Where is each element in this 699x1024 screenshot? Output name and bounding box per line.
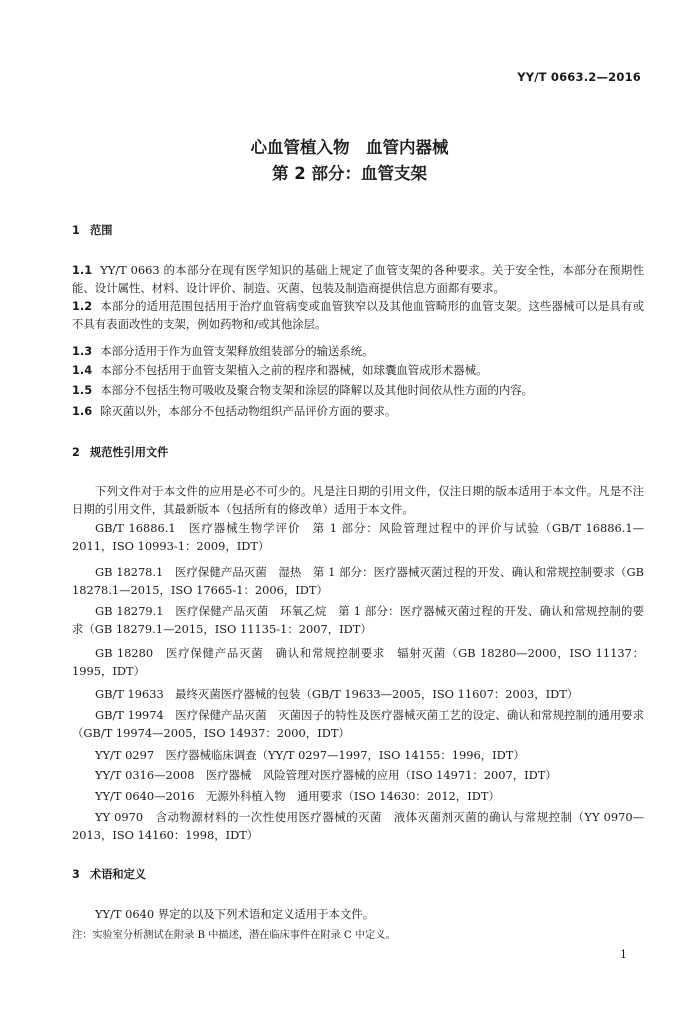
clause-number: 1.2 — [72, 299, 93, 313]
document-title-line2: 第 2 部分：血管支架 — [272, 164, 427, 183]
normative-reference: GB 18279.1 医疗保健产品灭菌 环氧乙烷 第 1 部分：医疗器械灭菌过程的开发、确认和常规控制的要求（GB 18279.1—2015，ISO 11135-1：2007，IDT） — [72, 604, 644, 636]
section-number: 2 — [72, 446, 80, 459]
section-number: 3 — [72, 868, 80, 881]
section-title: 范围 — [90, 224, 113, 237]
section-3-heading — [72, 866, 644, 884]
clause-text: 本部分适用于作为血管支架释放组装部分的输送系统。 — [100, 344, 374, 358]
clause-number: 1.4 — [72, 363, 93, 377]
normative-reference: GB/T 19974 医疗保健产品灭菌 灭菌因子的特性及医疗器械灭菌工艺的设定、确认和常规控制的通用要求（GB/T 19974—2005，ISO 14937：2000，IDT） — [72, 708, 644, 740]
clause-1-4 — [72, 361, 644, 379]
normative-reference: GB 18280 医疗保健产品灭菌 确认和常规控制要求 辐射灭菌（GB 18280—2000，ISO 11137：1995，IDT） — [72, 646, 644, 678]
normative-reference: YY/T 0297 医疗器械临床调查（YY/T 0297—1997，ISO 14155：1996，IDT） — [95, 748, 525, 762]
clause-number: 1.6 — [72, 404, 93, 418]
clause-1-6 — [72, 402, 644, 420]
clause-text: 本部分不包括生物可吸收及聚合物支架和涂层的降解以及其他时间依从性方面的内容。 — [100, 383, 534, 397]
section-2-intro: 下列文件对于本文件的应用是必不可少的。凡是注日期的引用文件，仅注日期的版本适用于本文件。凡是不注日期的引用文件，其最新版本（包括所有的修改单）适用于本文件。 — [72, 484, 644, 516]
page-number: 1 — [620, 948, 627, 961]
clause-text: 本部分不包括用于血管支架植入之前的程序和器械，如球囊血管成形术器械。 — [100, 363, 488, 377]
normative-reference: YY/T 0640—2016 无源外科植入物 通用要求（ISO 14630：2012，IDT） — [95, 789, 500, 803]
section-title: 术语和定义 — [90, 868, 146, 881]
document-title-line1: 心血管植入物 血管内器械 — [250, 138, 449, 157]
clause-1-2 — [72, 297, 644, 333]
normative-reference: GB/T 16886.1 医疗器械生物学评价 第 1 部分：风险管理过程中的评价与试验（GB/T 16886.1—2011，ISO 10993-1：2009，IDT） — [72, 521, 644, 553]
clause-1-1 — [72, 261, 644, 297]
section-1-heading — [72, 222, 644, 240]
clause-text: 本部分的适用范围包括用于治疗血管病变或血管狭窄以及其他血管畸形的血管支架。这些器械可以是具有或不具有表面改性的支架，例如药物和/或其他涂层。 — [72, 299, 644, 331]
section-title: 规范性引用文件 — [90, 446, 169, 459]
normative-reference: GB/T 19633 最终灭菌医疗器械的包装（GB/T 19633—2005，ISO 11607：2003，IDT） — [95, 687, 579, 701]
normative-reference: YY 0970 含动物源材料的一次性使用医疗器械的灭菌 液体灭菌剂灭菌的确认与常规控制（YY 0970—2013，ISO 14160：1998，IDT） — [72, 810, 644, 842]
section-2-heading — [72, 444, 644, 462]
standard-code: YY/T 0663.2—2016 — [517, 70, 641, 84]
normative-reference: GB 18278.1 医疗保健产品灭菌 湿热 第 1 部分：医疗器械灭菌过程的开发、确认和常规控制要求（GB 18278.1—2015，ISO 17665-1：2006，IDT） — [72, 565, 644, 597]
clause-text: 除灭菌以外，本部分不包括动物组织产品评价方面的要求。 — [100, 404, 397, 418]
section-3-note: 注：实验室分析测试在附录 B 中描述，潜在临床事件在附录 C 中定义。 — [72, 930, 396, 941]
clause-number: 1.3 — [72, 344, 93, 358]
normative-reference: YY/T 0316—2008 医疗器械 风险管理对医疗器械的应用（ISO 14971：2007，IDT） — [95, 768, 557, 782]
clause-number: 1.5 — [72, 383, 93, 397]
clause-1-3 — [72, 342, 644, 360]
section-number: 1 — [72, 224, 80, 237]
clause-text: YY/T 0663 的本部分在现有医学知识的基础上规定了血管支架的各种要求。关于安全性，本部分在预期性能、设计属性、材料、设计评价、制造、灭菌、包装及制造商提供信息方面都有要求。 — [72, 263, 644, 295]
section-3-intro: YY/T 0640 界定的以及下列术语和定义适用于本文件。 — [95, 907, 375, 921]
clause-1-5 — [72, 381, 644, 399]
clause-number: 1.1 — [72, 263, 93, 277]
